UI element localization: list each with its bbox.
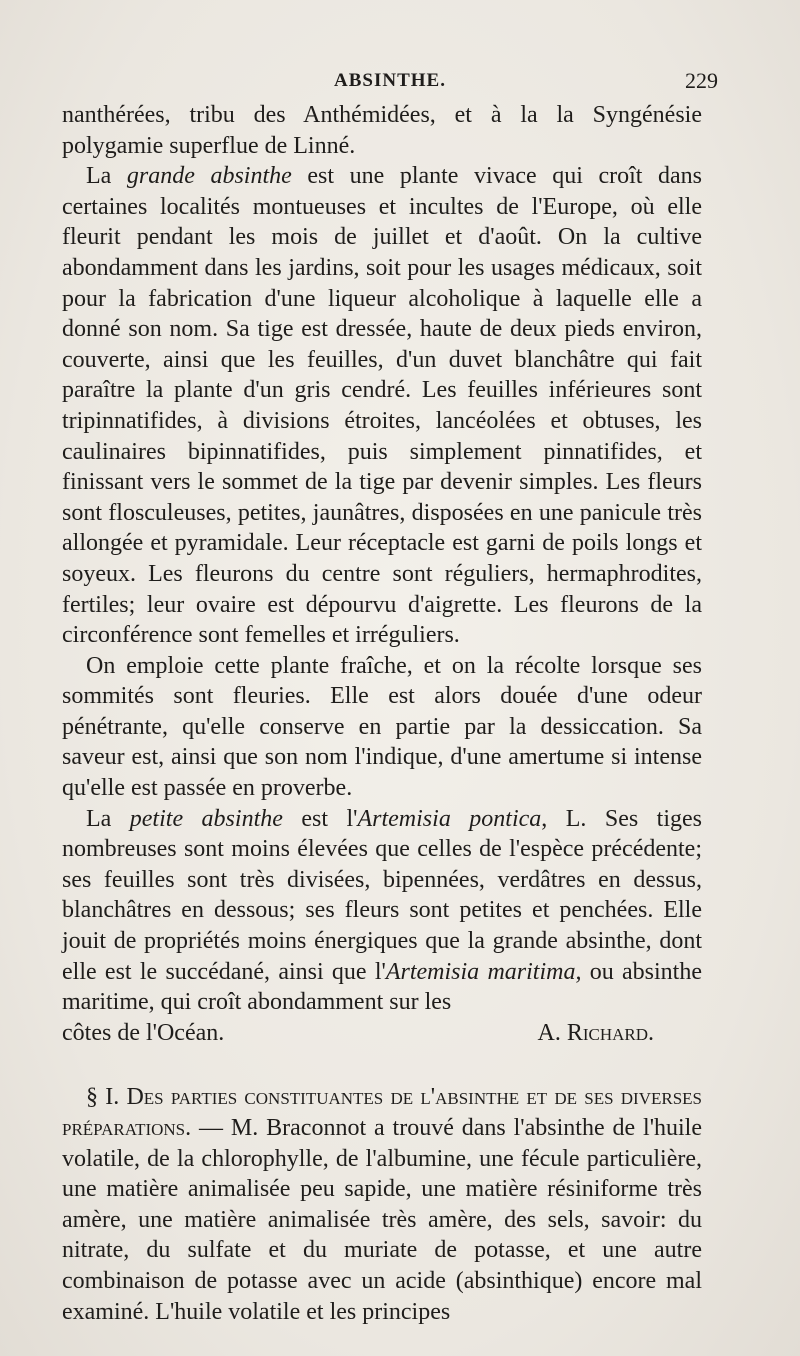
italic-species: Artemisia pontica — [357, 805, 542, 832]
text-segment: La — [86, 163, 127, 190]
text-segment: ou absinthe maritime, qui croît abondamment sur les — [62, 958, 702, 1016]
paragraph-grande-absinthe — [62, 161, 702, 651]
paragraph-continuation: nanthérées, tribu des Anthémidées, et à la la Syngénésie polygamie superflue de Linné. — [62, 102, 702, 159]
text-segment: est une plante vivace qui croît dans certaines localités montueuses et incultes de l'Europe, où elle fleurit pendant les mois de juillet et d'août. On la cultive abondamment dans les jardins, soit pour les usages médicaux, soit pour la fabrication d'une liqueur alcoholique à laquelle elle a donné son nom. Sa tige est dressée, haute de deux pieds environ, couverte, ainsi que les feuilles, d'un duvet blanchâtre qui fait paraître la plante d'un gris cendré. Les feuilles inférieures sont tripinnatifides, à divisions étroites, lancéolées et obtuses, les caulinaires bipinnatifides, puis simplement pinnatifides, et finissant vers le sommet de la tige par devenir simples. Les fleurs sont flosculeuses, petites, jaunâtres, disposées en une panicule très allongée et pyramidale. Leur réceptacle est garni de poils longs et soyeux. Les fleurons du centre sont réguliers, hermaphrodites, fertiles; leur ovaire est dépourvu d'aigrette. Les fleurons de la circonférence sont femelles et irréguliers. — [62, 163, 703, 649]
author-signature: A. Richard. — [537, 1019, 654, 1046]
paragraph-emploi: On emploie cette plante fraîche, et on la récolte lorsque ses sommités sont fleuries. Elle est alors douée d'une odeur pénétrante, qu'elle conserve en partie par la dessiccation. Sa saveur est, ainsi que son nom l'indique, d'une amertume si intense qu'elle est passée en proverbe. — [62, 652, 702, 802]
italic-term: petite absinthe — [129, 805, 283, 832]
italic-term: grande absinthe — [126, 163, 292, 190]
running-title: ABSINTHE. — [334, 70, 446, 91]
text-segment: La — [86, 805, 130, 832]
text-segment: est l' — [282, 805, 358, 832]
body-text — [62, 100, 702, 1327]
signature-line — [62, 1018, 702, 1049]
section-spacer — [62, 1048, 702, 1082]
paragraph-petite-absinthe — [62, 804, 702, 1018]
paragraph-section-one — [62, 1082, 702, 1327]
text-segment: — M. Braconnot a trouvé dans l'absinthe de l'huile volatile, de la chlorophylle, de l'albumine, une fécule particulière, une matière animalisée peu sapide, une matière résiniforme très amère, une matière animalisée très amère, des sels, savoir: du nitrate, du sulfate et du muriate de potasse, et une autre combinaison de potasse avec un acide (absinthique) encore mal examiné. L'huile volatile et les principes — [62, 1115, 702, 1325]
text-segment: , L. Ses tiges nombreuses sont moins élevées que celles de l'espèce précédente; ses feuilles sont très divisées, bipennées, verdâtres en dessus, blanchâtres en dessous; ses fleurs sont petites et penchées. Elle jouit de propriétés moins énergiques que la grande absinthe, dont elle est le succédané, ainsi que l' — [62, 805, 703, 985]
page-number: 229 — [685, 68, 718, 93]
page-header — [62, 70, 718, 102]
last-line-text: côtes de l'Océan. — [62, 1019, 225, 1046]
section-heading: § I. Des parties constituantes de l'absinthe et de ses diverses préparations. — [62, 1084, 702, 1141]
italic-species: Artemisia maritima, — [385, 958, 582, 985]
